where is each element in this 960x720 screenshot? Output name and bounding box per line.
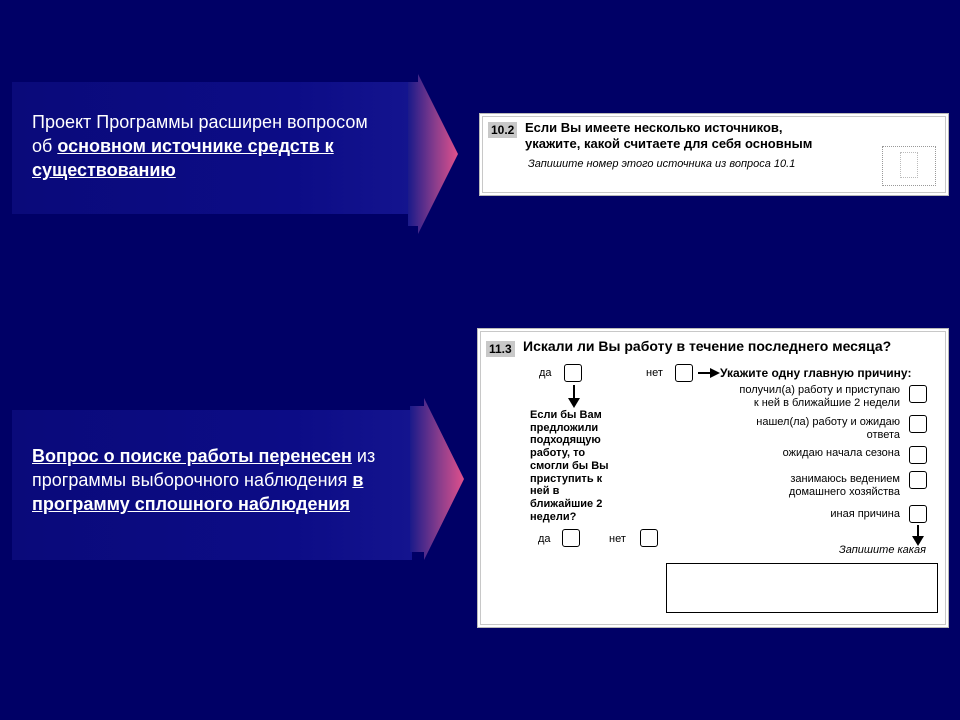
followup-line: Если бы Вам bbox=[530, 409, 602, 421]
reason-2-checkbox[interactable] bbox=[909, 415, 927, 433]
reason-2-line-2: ответа bbox=[866, 429, 900, 441]
question-text: Искали ли Вы работу в течение последнего месяца? bbox=[523, 338, 892, 354]
arrow-down-icon bbox=[568, 385, 580, 409]
followup-line: ней в bbox=[530, 485, 560, 498]
panel-top-normal-text: Проект Программы расширен вопросом об bbox=[32, 112, 368, 156]
panel-bottom-text bbox=[32, 444, 417, 516]
reason-3-checkbox[interactable] bbox=[909, 446, 927, 464]
panel-bottom-bold-text-1: Вопрос о поиске работы перенесен bbox=[32, 446, 352, 466]
yes-checkbox[interactable] bbox=[564, 364, 582, 382]
reason-3-line-1: ожидаю начала сезона bbox=[782, 447, 900, 459]
yes2-label: да bbox=[538, 533, 551, 545]
answer-digit-box[interactable] bbox=[900, 152, 918, 178]
reason-4-line-2: домашнего хозяйства bbox=[788, 486, 900, 498]
form-question-11-3 bbox=[477, 328, 949, 628]
arrow-right-icon bbox=[698, 368, 720, 378]
reason-5-line-1: иная причина bbox=[830, 508, 900, 520]
no-label: нет bbox=[646, 367, 663, 379]
panel-top-text bbox=[32, 110, 392, 182]
question-line-2: укажите, какой считаете для себя основным bbox=[525, 136, 813, 151]
question-number: 10.2 bbox=[488, 122, 517, 138]
panel-bottom-normal-text: из программы выборочного наблюдения bbox=[32, 446, 376, 490]
reason-4-line-1: занимаюсь ведением bbox=[790, 473, 900, 485]
text-panel-top bbox=[12, 82, 412, 214]
reason-5-checkbox[interactable] bbox=[909, 505, 927, 523]
followup-line: предложили bbox=[530, 421, 599, 434]
write-which-input[interactable] bbox=[666, 563, 938, 613]
followup-question bbox=[530, 409, 609, 523]
reason-1-label bbox=[739, 384, 900, 410]
main-reason-label: Укажите одну главную причину: bbox=[720, 366, 912, 380]
followup-line: недели? bbox=[530, 510, 577, 523]
arrow-right-icon bbox=[410, 398, 466, 560]
no-checkbox[interactable] bbox=[675, 364, 693, 382]
no2-label: нет bbox=[609, 533, 626, 545]
panel-bottom-bold-text-2: в программу сплошного наблюдения bbox=[32, 470, 364, 514]
reason-1-checkbox[interactable] bbox=[909, 385, 927, 403]
reason-2-label bbox=[756, 416, 900, 442]
arrow-right-icon bbox=[408, 74, 460, 234]
panel-top-bold-text: основном источнике средств к существованию bbox=[32, 136, 334, 180]
reason-4-label bbox=[789, 473, 900, 499]
instruction-text: Запишите номер этого источника из вопроса 10.1 bbox=[528, 158, 796, 170]
no2-checkbox[interactable] bbox=[640, 529, 658, 547]
followup-line: работу, то bbox=[530, 447, 586, 460]
reason-5-label bbox=[830, 508, 900, 521]
write-which-label: Запишите какая bbox=[838, 544, 926, 556]
question-line-1: Если Вы имеете несколько источников, bbox=[525, 120, 783, 135]
followup-line: приступить к bbox=[530, 472, 603, 485]
reason-3-label bbox=[783, 447, 900, 460]
followup-line: ближайшие 2 bbox=[530, 497, 603, 510]
reason-4-checkbox[interactable] bbox=[909, 471, 927, 489]
text-panel-bottom bbox=[12, 410, 412, 560]
reason-1-line-1: получил(а) работу и приступаю bbox=[739, 384, 900, 396]
followup-line: смогли бы Вы bbox=[530, 459, 609, 472]
form-question-10-2 bbox=[479, 113, 949, 196]
reason-1-line-2: к ней в ближайшие 2 недели bbox=[753, 397, 900, 409]
question-number: 11.3 bbox=[486, 341, 515, 357]
yes-label: да bbox=[539, 367, 552, 379]
followup-line: подходящую bbox=[530, 434, 601, 447]
question-text bbox=[525, 120, 812, 152]
reason-2-line-1: нашел(ла) работу и ожидаю bbox=[756, 416, 900, 428]
yes2-checkbox[interactable] bbox=[562, 529, 580, 547]
